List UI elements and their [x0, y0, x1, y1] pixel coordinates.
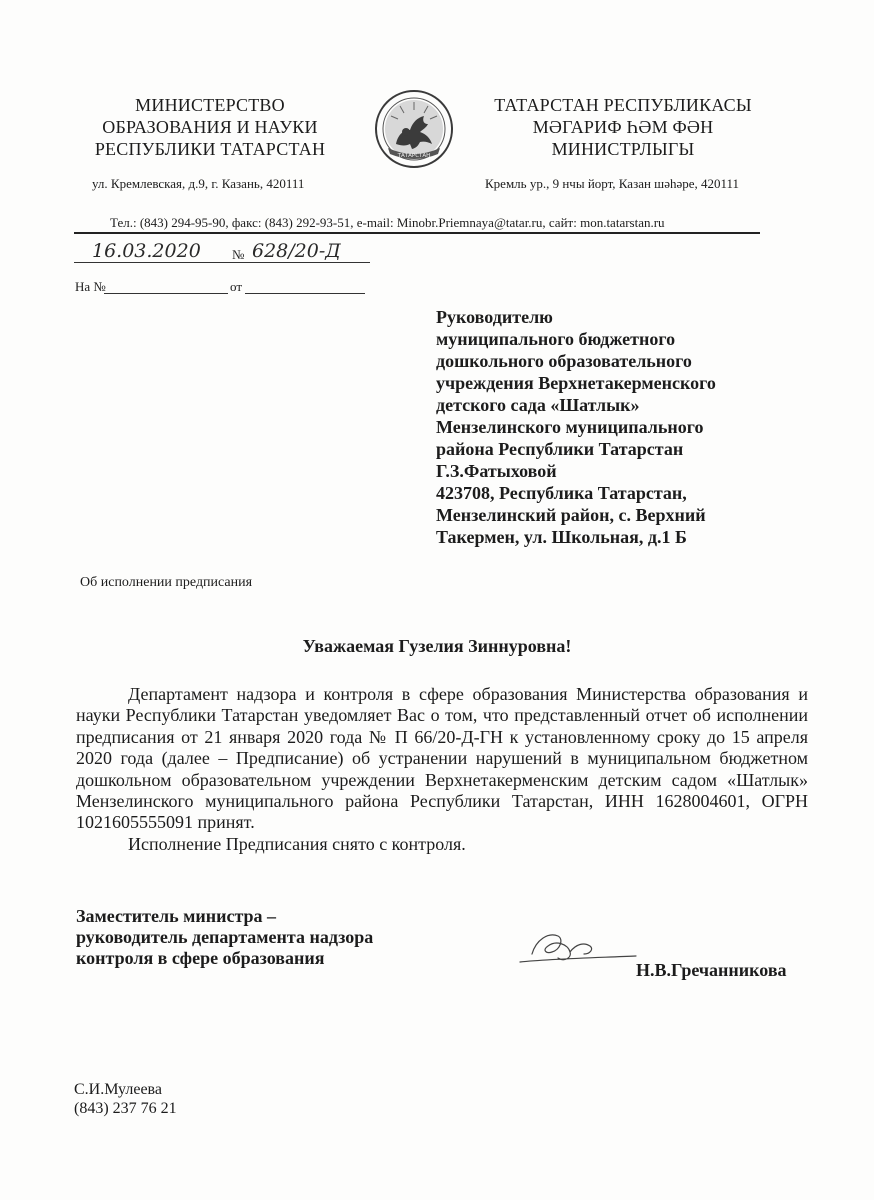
- position-line-2: руководитель департамента надзора: [76, 927, 374, 947]
- recipient-line: дошкольного образовательного: [436, 351, 692, 371]
- emblem-icon: [374, 88, 454, 170]
- header-right-line-1: ТАТАРСТАН РЕСПУБЛИКАСЫ: [494, 95, 752, 115]
- greeting: Уважаемая Гузелия Зиннуровна!: [302, 636, 572, 656]
- recipient-line: Мензелинский район, с. Верхний: [436, 505, 706, 525]
- registration-number-label: №: [232, 247, 245, 262]
- letter-body: [76, 684, 808, 855]
- header-right-address: Кремль ур., 9 нчы йорт, Казан шәһәре, 420111: [485, 176, 740, 191]
- recipient-line: 423708, Республика Татарстан,: [436, 483, 687, 503]
- position-line-1: Заместитель министра –: [76, 906, 277, 926]
- recipient-line: района Республики Татарстан: [436, 439, 684, 459]
- subject-line: Об исполнении предписания: [80, 575, 253, 590]
- executor-block: [74, 1080, 177, 1118]
- reply-number-line: [104, 293, 228, 294]
- recipient-line: Руководителю: [436, 307, 553, 327]
- header-divider: [74, 232, 760, 234]
- body-paragraph-1: Департамент надзора и контроля в сфере образования Министерства образования и науки Республики Татарстан уведомляет Вас о том, что представленный отчет об исполнении предписания от 21 января 2020 года № П 66/20-Д-ГН к установленному сроку до 15 апреля 2020 года (далее – Предписание) об устранении нарушений в муниципальном бюджетном дошкольном образовательном учреждении Верхнетакерменским детским садом «Шатлык» Мензелинского муниципального района Республики Татарстан, ИНН 1628004601, ОГРН 1021605555091 принят.: [76, 684, 808, 833]
- header-right-line-2: МӘГАРИФ ҺӘМ ФӘН: [532, 117, 714, 137]
- position-line-3: контроля в сфере образования: [76, 948, 325, 968]
- coat-of-arms-emblem: [374, 88, 454, 170]
- header-left-address: ул. Кремлевская, д.9, г. Казань, 420111: [92, 176, 305, 191]
- header-right: [466, 94, 780, 160]
- reply-prefix: На №: [75, 279, 106, 294]
- signature-icon: [518, 922, 638, 972]
- recipient-block: [436, 306, 716, 548]
- header-right-line-3: МИНИСТРЛЫГЫ: [551, 139, 695, 159]
- signatory-position: [76, 906, 373, 969]
- contacts-line: Тел.: (843) 294-95-90, факс: (843) 292-93-51, e-mail: Minobr.Priemnaya@tatar.ru, сайт: mon.tatarstan.ru: [110, 215, 665, 230]
- reply-from-label: от: [230, 279, 243, 294]
- recipient-line: учреждения Верхнетакерменского: [436, 373, 716, 393]
- registration-number: 628/20-Д: [252, 240, 341, 262]
- header-left: [60, 94, 360, 160]
- header-left-line-3: РЕСПУБЛИКИ ТАТАРСТАН: [94, 139, 326, 159]
- recipient-line: Г.З.Фатыховой: [436, 461, 557, 481]
- recipient-line: муниципального бюджетного: [436, 329, 676, 349]
- recipient-line: Мензелинского муниципального: [436, 417, 704, 437]
- reply-date-line: [245, 293, 365, 294]
- signatory-name: Н.В.Гречанникова: [636, 960, 787, 980]
- registration-date: 16.03.2020: [92, 240, 201, 262]
- recipient-line: Такермен, ул. Школьная, д.1 Б: [436, 527, 687, 547]
- svg-text:ТАТАРСТАН: ТАТАРСТАН: [397, 153, 431, 159]
- registration-underline: [74, 262, 370, 263]
- header-left-line-1: МИНИСТЕРСТВО: [135, 95, 285, 115]
- recipient-line: детского сада «Шатлык»: [436, 395, 640, 415]
- executor-name: С.И.Мулеева: [74, 1081, 162, 1098]
- handwritten-signature: [518, 922, 638, 972]
- body-paragraph-2: Исполнение Предписания снято с контроля.: [128, 833, 466, 854]
- executor-phone: (843) 237 76 21: [74, 1100, 177, 1117]
- header-left-line-2: ОБРАЗОВАНИЯ И НАУКИ: [102, 117, 318, 137]
